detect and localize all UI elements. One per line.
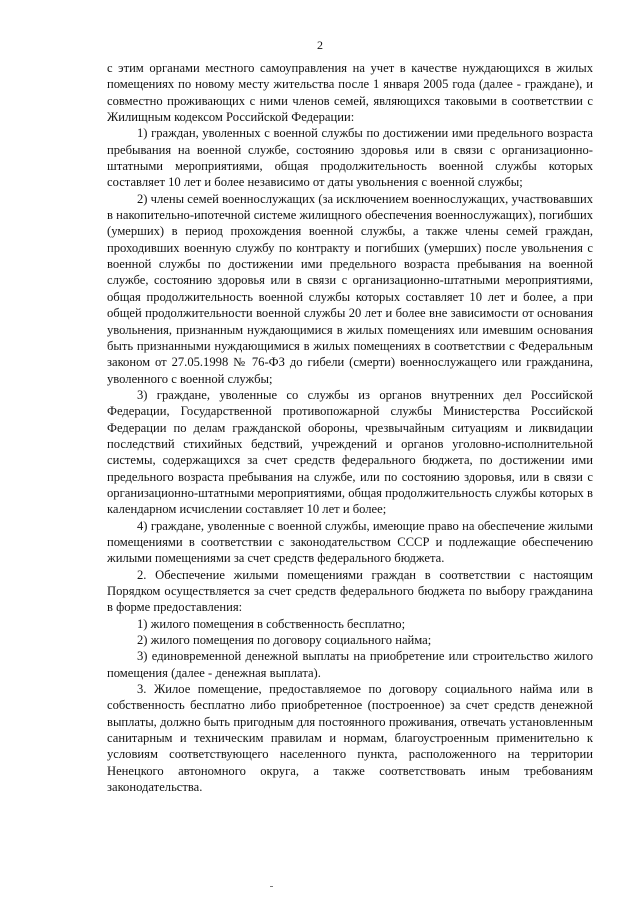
document-body	[107, 60, 593, 795]
page-number: 2	[317, 38, 323, 52]
paragraph-section-3: 3. Жилое помещение, предоставляемое по договору социального найма или в собственность бесплатно либо приобретенное (построенное) за счет средств денежной выплаты, должно быть пригодным для постоянного проживания, отвечать установленным санитарным и техническим правилам и нормам, благоустроенным применительно к условиям соответствующего населенного пункта, расположенного на территории Ненецкого автономного округа, а также соответствовать иным требованиям законодательства.	[107, 682, 593, 795]
paragraph-item-3: 3) граждане, уволенные со службы из органов внутренних дел Российской Федерации, Государственной противопожарной службы Министерства Российской Федерации по делам гражданской обороны, чрезвычайным ситуациям и ликвидации последствий стихийных бедствий, учреждений и органов уголовно-исполнительной системы, содержащихся за счет средств федерального бюджета, по достижении ими предельного возраста пребывания на службе, или по состоянию здоровья, или в связи с организационно-штатными мероприятиями, общая продолжительность службы которых в календарном исчислении составляет 10 лет и более;	[107, 387, 593, 517]
paragraph-intro-continuation: с этим органами местного самоуправления на учет в качестве нуждающихся в жилых помещениях по новому месту жительства после 1 января 2005 года (далее - граждане), и совместно проживающих с ними членов семей, являющихся таковыми в соответствии с Жилищным кодексом Российской Федерации:	[107, 61, 593, 125]
paragraph-section-2-option-1: 1) жилого помещения в собственность бесплатно;	[137, 616, 406, 631]
paragraph-item-1: 1) граждан, уволенных с военной службы по достижении ими предельного возраста пребывания на военной службе, состоянию здоровья или в связи с организационно-штатными мероприятиями, общая продолжительность военной службы которых составляет 10 лет и более независимо от даты увольнения с военной службы;	[107, 126, 593, 190]
paragraph-item-4: 4) граждане, уволенные с военной службы, имеющие право на обеспечение жилыми помещениями в соответствии с законодательством СССР и подлежащие обеспечению жилыми помещениями за счет средств федерального бюджета.	[107, 518, 593, 566]
paragraph-section-2-option-3: 3) единовременной денежной выплаты на приобретение или строительство жилого помещения (далее - денежная выплата).	[107, 649, 593, 680]
paragraph-item-2: 2) члены семей военнослужащих (за исключением военнослужащих, участвовавших в накопительно-ипотечной системе жилищного обеспечения военнослужащих), погибших (умерших) в период прохождения военной службы, а также члены семей граждан, проходивших военную службу по контракту и погибших (умерших) после увольнения с военной службы по достижении ими предельного возраста пребывания на военной службе, состоянию здоровья или в связи с организационно-штатными мероприятиями, общая продолжительность военной службы которых составляет 10 лет и более, а при общей продолжительности военной службы 20 лет и более вне зависимости от основания увольнения, признанным нуждающимися в жилых помещениях или имевшим основания быть признанными нуждающимися в жилых помещениях в соответствии с Федеральным законом от 27.05.1998 № 76-ФЗ до гибели (смерти) военнослужащего или гражданина, уволенного с военной службы;	[107, 191, 593, 386]
paragraph-section-2-option-2: 2) жилого помещения по договору социального найма;	[137, 633, 432, 648]
paragraph-section-2: 2. Обеспечение жилыми помещениями граждан в соответствии с настоящим Порядком осуществляется за счет средств федерального бюджета по выбору гражданина в форме предоставления:	[107, 567, 593, 615]
scan-artifact-mark	[270, 886, 273, 887]
